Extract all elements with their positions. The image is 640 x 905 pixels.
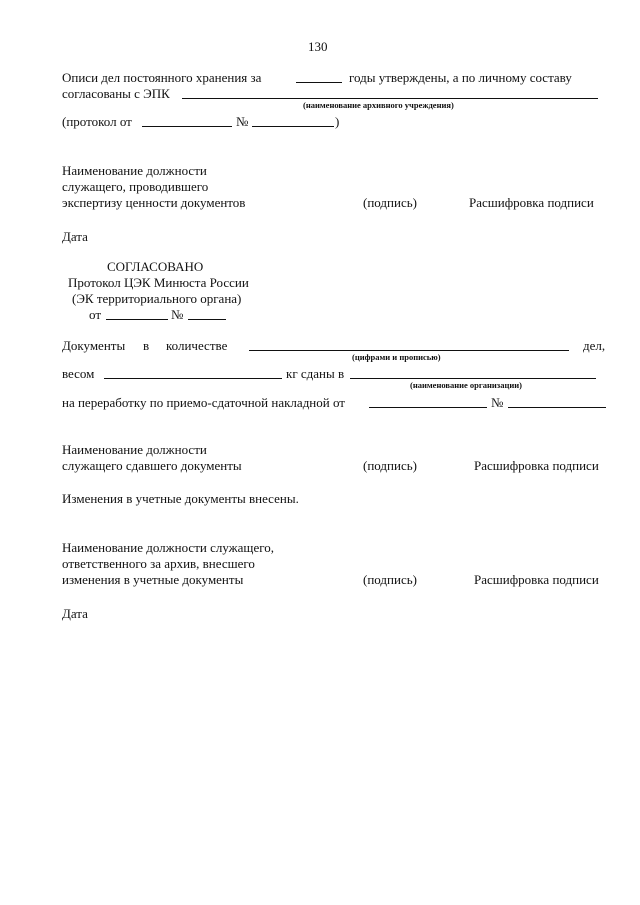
expert-title-2: служащего, проводившего <box>62 179 209 194</box>
recycle-label: на переработку по приемо-сдаточной накладной от <box>62 395 345 410</box>
handover-signature: (подпись) <box>363 458 417 473</box>
epk-line1-start: Описи дел постоянного хранения за <box>62 70 262 85</box>
approval-heading: СОГЛАСОВАНО <box>107 259 204 274</box>
weight-label: весом <box>62 366 95 381</box>
approval-line1: Протокол ЦЭК Минюста России <box>68 275 249 290</box>
docs-quantity: количестве <box>166 338 228 353</box>
archive-decoding: Расшифровка подписи <box>474 572 599 587</box>
handover-title-1: Наименование должности <box>62 442 207 457</box>
approval-from: от <box>89 307 102 322</box>
archive-title-3: изменения в учетные документы <box>62 572 244 587</box>
archive-signature: (подпись) <box>363 572 417 587</box>
epk-line2: согласованы с ЭПК <box>62 86 170 101</box>
epk-line1-end: годы утверждены, а по личному составу <box>349 70 572 85</box>
archive-title-2: ответственного за архив, внесшего <box>62 556 255 571</box>
archive-date: Дата <box>62 606 88 621</box>
protocol-number-blank <box>252 126 334 127</box>
docs-word: Документы <box>62 338 126 353</box>
approval-line2: (ЭК территориального органа) <box>72 291 242 306</box>
organization-blank <box>350 378 596 379</box>
protocol-date-blank <box>142 126 232 127</box>
organization-hint: (наименование организации) <box>410 380 522 390</box>
expert-title-3: экспертизу ценности документов <box>62 195 246 210</box>
count-hint: (цифрами и прописью) <box>352 352 441 362</box>
years-blank <box>296 82 342 83</box>
handover-decoding: Расшифровка подписи <box>474 458 599 473</box>
approval-no: № <box>171 307 184 322</box>
changes-note: Изменения в учетные документы внесены. <box>62 491 299 506</box>
archive-name-blank <box>182 98 598 99</box>
expert-date: Дата <box>62 229 88 244</box>
expert-decoding: Расшифровка подписи <box>469 195 594 210</box>
archive-title-1: Наименование должности служащего, <box>62 540 274 555</box>
invoice-date-blank <box>369 407 487 408</box>
archive-hint: (наименование архивного учреждения) <box>303 100 454 110</box>
protocol-label: (протокол от <box>62 114 132 129</box>
expert-title-1: Наименование должности <box>62 163 207 178</box>
approval-number-blank <box>188 319 226 320</box>
page-number: 130 <box>308 39 328 54</box>
handover-title-2: служащего сдавшего документы <box>62 458 242 473</box>
protocol-close: ) <box>335 114 340 129</box>
invoice-no: № <box>491 395 504 410</box>
invoice-number-blank <box>508 407 606 408</box>
weight-blank <box>104 378 282 379</box>
approval-date-blank <box>106 319 168 320</box>
weight-given: кг сданы в <box>286 366 345 381</box>
docs-end: дел, <box>583 338 606 353</box>
expert-signature: (подпись) <box>363 195 417 210</box>
docs-in: в <box>143 338 150 353</box>
count-blank <box>249 350 569 351</box>
protocol-no-label: № <box>236 114 249 129</box>
